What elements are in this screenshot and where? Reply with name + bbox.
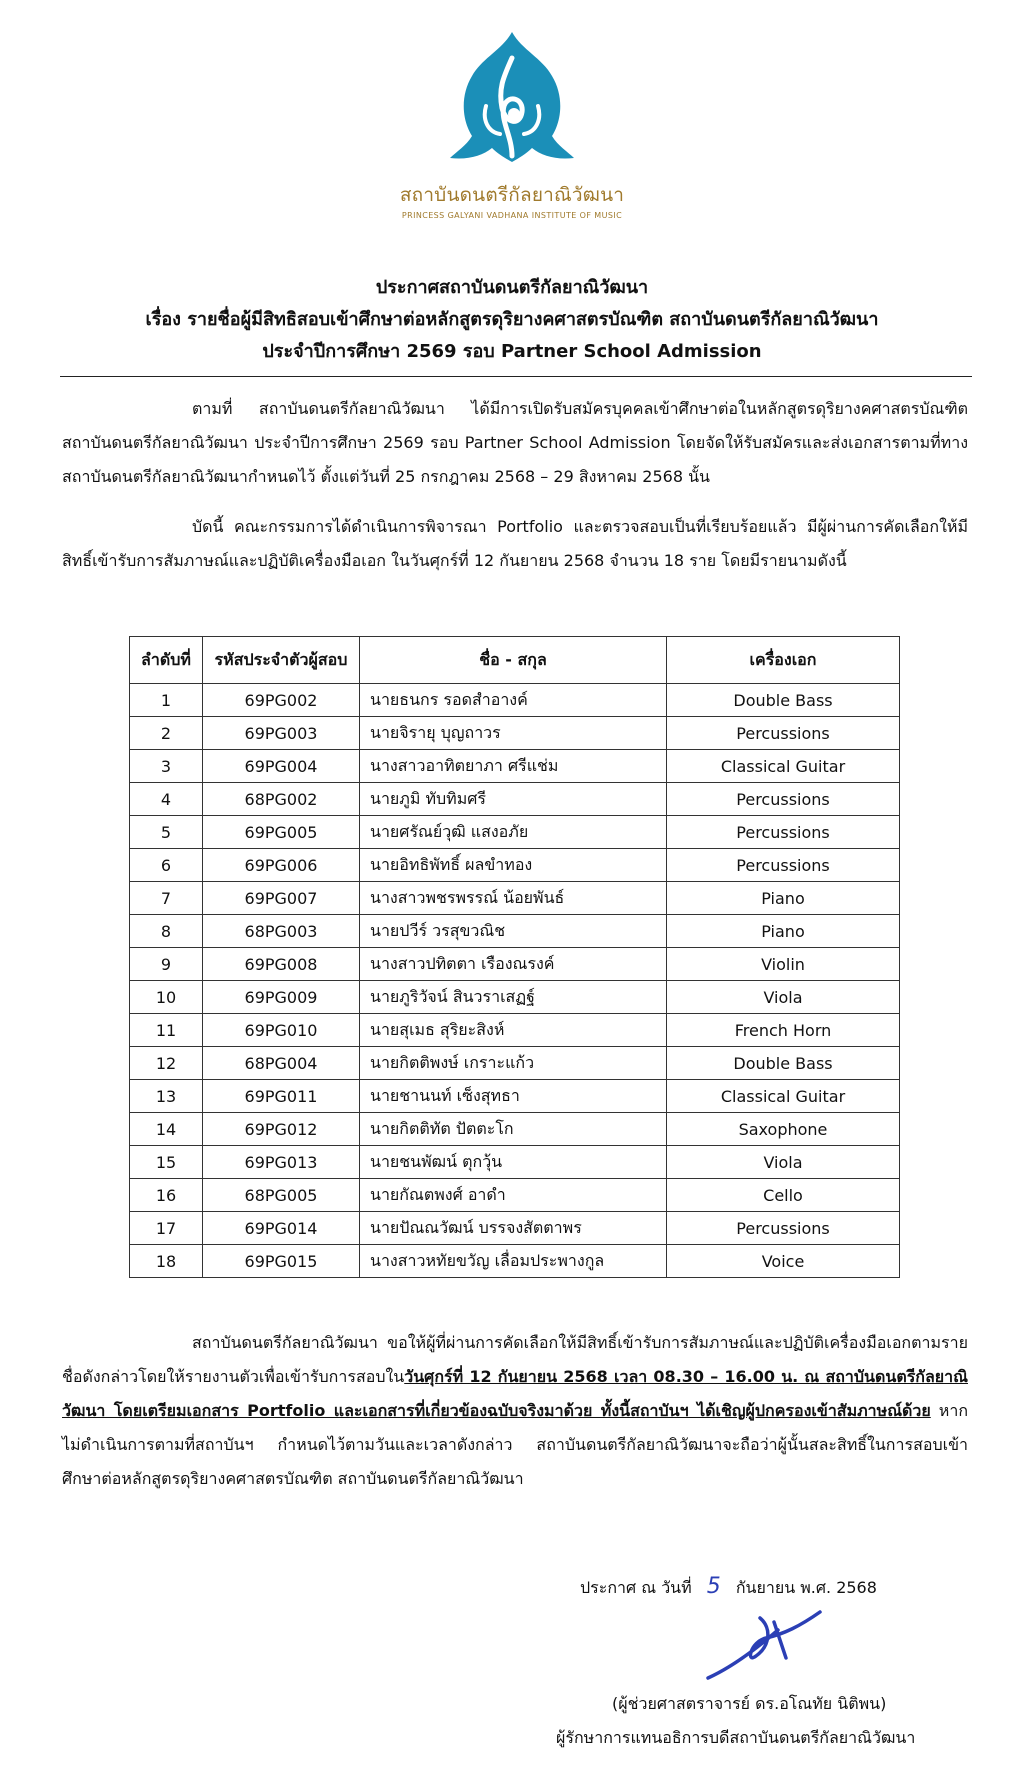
row-exam-code: 69PG008: [203, 948, 360, 981]
row-instrument: Viola: [667, 981, 900, 1014]
row-full-name: นางสาวพชรพรรณ์ น้อยพันธ์: [360, 882, 667, 915]
row-full-name: นายอิทธิพัทธิ์ ผลขำทอง: [360, 849, 667, 882]
row-exam-code: 69PG009: [203, 981, 360, 1014]
table-row: [130, 783, 900, 816]
row-number: 1: [130, 684, 203, 717]
table-row: [130, 849, 900, 882]
row-full-name: นางสาวอาทิตยาภา ศรีแช่ม: [360, 750, 667, 783]
row-instrument: Percussions: [667, 783, 900, 816]
row-instrument: Saxophone: [667, 1113, 900, 1146]
handwritten-day: 5: [706, 1574, 721, 1599]
intro-paragraph-1: ตามที่ สถาบันดนตรีกัลยาณิวัฒนา ได้มีการเปิดรับสมัครบุคคลเข้าศึกษาต่อในหลักสูตรดุริยางคศาสตรบัณฑิต สถาบันดนตรีกัลยาณิวัฒนา ประจำปีการศึกษา 2569 รอบ Partner School Admission โดยจัดให้รับสมัครและส่งเอกสารตามที่ทางสถาบันดนตรีกัลยาณิวัฒนากำหนดไว้ ตั้งแต่วันที่ 25 กรกฎาคม 2568 – 29 สิงหาคม 2568 นั้น: [62, 399, 968, 486]
row-full-name: นางสาวปทิตตา เรืองณรงค์: [360, 948, 667, 981]
header-no: ลำดับที่: [130, 637, 203, 684]
row-instrument: Classical Guitar: [667, 1080, 900, 1113]
closing-paragraph: สถาบันดนตรีกัลยาณิวัฒนา ขอให้ผู้ที่ผ่านการคัดเลือกให้มีสิทธิ์เข้ารับการสัมภาษณ์และปฏิบัติเครื่องมือเอกตามรายชื่อดังกล่าวโดยให้รายงานตัวเพื่อเข้ารับการสอบในวันศุกร์ที่ 12 กันยายน 2568 เวลา 08.30 – 16.00 น. ณ สถาบันดนตรีกัลยาณิวัฒนา โดยเตรียมเอกสาร Portfolio และเอกสารที่เกี่ยวข้องฉบับจริงมาด้วย ทั้งนี้สถาบันฯ ได้เชิญผู้ปกครองเข้าสัมภาษณ์ด้วย หากไม่ดำเนินการตามที่สถาบันฯ กำหนดไว้ตามวันและเวลาดังกล่าว สถาบันดนตรีกัลยาณิวัฒนาจะถือว่าผู้นั้นสละสิทธิ์ในการสอบเข้าศึกษาต่อหลักสูตรดุริยางคศาสตรบัณฑิต สถาบันดนตรีกัลยาณิวัฒนา: [62, 1333, 969, 1488]
table-row: [130, 717, 900, 750]
logo-name-thai: สถาบันดนตรีกัลยาณิวัฒนา: [399, 184, 625, 206]
table-row: [130, 981, 900, 1014]
row-full-name: นายชนพัฒน์ ตุกวุ้น: [360, 1146, 667, 1179]
row-exam-code: 69PG006: [203, 849, 360, 882]
institute-logo: [387, 28, 637, 243]
interview-schedule-emphasis: วันศุกร์ที่ 12 กันยายน 2568 เวลา 08.30 – 16.00 น. ณ สถาบันดนตรีกัลยาณิวัฒนา โดยเตรียมเอกสาร Portfolio และเอกสารที่เกี่ยวข้องฉบับจริงมาด้วย ทั้งนี้สถาบันฯ ได้เชิญผู้ปกครองเข้าสัมภาษณ์ด้วย: [62, 1367, 968, 1420]
signer-name: (ผู้ช่วยศาสตราจารย์ ดร.อโณทัย นิติพน): [612, 1694, 887, 1713]
row-number: 15: [130, 1146, 203, 1179]
row-instrument: Voice: [667, 1245, 900, 1278]
row-instrument: French Horn: [667, 1014, 900, 1047]
row-number: 5: [130, 816, 203, 849]
row-full-name: นายปวีร์ วรสุขวณิช: [360, 915, 667, 948]
row-full-name: นายภูมิ ทับทิมศรี: [360, 783, 667, 816]
row-exam-code: 68PG003: [203, 915, 360, 948]
table-row: [130, 750, 900, 783]
row-exam-code: 69PG005: [203, 816, 360, 849]
row-instrument: Violin: [667, 948, 900, 981]
row-number: 13: [130, 1080, 203, 1113]
row-instrument: Percussions: [667, 1212, 900, 1245]
row-exam-code: 69PG011: [203, 1080, 360, 1113]
row-full-name: นายศรัณย์วุฒิ แสงอภัย: [360, 816, 667, 849]
row-exam-code: 69PG004: [203, 750, 360, 783]
row-full-name: นายปัณณวัฒน์ บรรจงสัตตาพร: [360, 1212, 667, 1245]
row-exam-code: 68PG002: [203, 783, 360, 816]
row-instrument: Cello: [667, 1179, 900, 1212]
row-full-name: นายชานนท์ เซ็งสุทธา: [360, 1080, 667, 1113]
row-instrument: Percussions: [667, 717, 900, 750]
signature-icon: [700, 1598, 830, 1688]
heading-divider: [60, 376, 972, 377]
row-instrument: Percussions: [667, 816, 900, 849]
row-exam-code: 69PG012: [203, 1113, 360, 1146]
row-exam-code: 69PG015: [203, 1245, 360, 1278]
row-exam-code: 69PG007: [203, 882, 360, 915]
row-exam-code: 69PG003: [203, 717, 360, 750]
table-row: [130, 1080, 900, 1113]
row-number: 10: [130, 981, 203, 1014]
table-row: [130, 1146, 900, 1179]
heading-line-1: ประกาศสถาบันดนตรีกัลยาณิวัฒนา: [375, 277, 649, 298]
row-instrument: Viola: [667, 1146, 900, 1179]
row-full-name: นายกัณตพงศ์ อาดำ: [360, 1179, 667, 1212]
table-row: [130, 1113, 900, 1146]
table-row: [130, 1212, 900, 1245]
table-header-row: [130, 637, 900, 684]
table-row: [130, 915, 900, 948]
row-exam-code: 68PG005: [203, 1179, 360, 1212]
header-instrument: เครื่องเอก: [667, 637, 900, 684]
row-exam-code: 69PG014: [203, 1212, 360, 1245]
row-instrument: Percussions: [667, 849, 900, 882]
row-exam-code: 69PG013: [203, 1146, 360, 1179]
row-full-name: นายกิตติทัต ปัตตะโก: [360, 1113, 667, 1146]
table-row: [130, 684, 900, 717]
row-instrument: Classical Guitar: [667, 750, 900, 783]
row-number: 8: [130, 915, 203, 948]
row-number: 17: [130, 1212, 203, 1245]
candidate-table: [129, 636, 900, 1278]
row-full-name: นายสุเมธ สุริยะสิงห์: [360, 1014, 667, 1047]
row-number: 3: [130, 750, 203, 783]
heading-line-2: เรื่อง รายชื่อผู้มีสิทธิสอบเข้าศึกษาต่อหลักสูตรดุริยางคศาสตรบัณฑิต สถาบันดนตรีกัลยาณิวัฒนา: [145, 309, 879, 330]
row-number: 18: [130, 1245, 203, 1278]
heading-line-3: ประจำปีการศึกษา 2569 รอบ Partner School Admission: [262, 341, 762, 362]
table-row: [130, 816, 900, 849]
row-instrument: Piano: [667, 882, 900, 915]
table-row: [130, 1014, 900, 1047]
row-instrument: Double Bass: [667, 684, 900, 717]
row-exam-code: 68PG004: [203, 1047, 360, 1080]
row-number: 14: [130, 1113, 203, 1146]
table-row: [130, 1047, 900, 1080]
row-full-name: นายกิตติพงษ์ เกราะแก้ว: [360, 1047, 667, 1080]
row-number: 4: [130, 783, 203, 816]
row-full-name: นางสาวหทัยขวัญ เลื่อมประพางกูล: [360, 1245, 667, 1278]
row-number: 6: [130, 849, 203, 882]
row-full-name: นายธนกร รอดสำอางค์: [360, 684, 667, 717]
row-number: 2: [130, 717, 203, 750]
row-full-name: นายจิรายุ บุญถาวร: [360, 717, 667, 750]
header-code: รหัสประจำตัวผู้สอบ: [203, 637, 360, 684]
row-exam-code: 69PG010: [203, 1014, 360, 1047]
table-row: [130, 948, 900, 981]
row-exam-code: 69PG002: [203, 684, 360, 717]
row-number: 12: [130, 1047, 203, 1080]
announcement-date: ประกาศ ณ วันที่ 5 กันยายน พ.ศ. 2568: [580, 1574, 877, 1599]
table-row: [130, 1245, 900, 1278]
logo-name-english: PRINCESS GALYANI VADHANA INSTITUTE OF MUSIC: [401, 211, 623, 220]
table-row: [130, 1179, 900, 1212]
header-name: ชื่อ - สกุล: [360, 637, 667, 684]
announcement-heading: [60, 272, 964, 368]
row-number: 11: [130, 1014, 203, 1047]
intro-paragraph-2: บัดนี้ คณะกรรมการได้ดำเนินการพิจารณา Portfolio และตรวจสอบเป็นที่เรียบร้อยแล้ว มีผู้ผ่านการคัดเลือกให้มีสิทธิ์เข้ารับการสัมภาษณ์และปฏิบัติเครื่องมือเอก ในวันศุกร์ที่ 12 กันยายน 2568 จำนวน 18 ราย โดยมีรายนามดังนี้: [62, 517, 968, 570]
row-number: 9: [130, 948, 203, 981]
signer-title: ผู้รักษาการแทนอธิการบดีสถาบันดนตรีกัลยาณิวัฒนา: [556, 1728, 916, 1747]
row-number: 7: [130, 882, 203, 915]
table-row: [130, 882, 900, 915]
row-full-name: นายภูริวัจน์ สินวราเสฏฐ์: [360, 981, 667, 1014]
row-instrument: Double Bass: [667, 1047, 900, 1080]
lotus-clef-emblem-icon: [442, 28, 582, 178]
row-number: 16: [130, 1179, 203, 1212]
row-instrument: Piano: [667, 915, 900, 948]
